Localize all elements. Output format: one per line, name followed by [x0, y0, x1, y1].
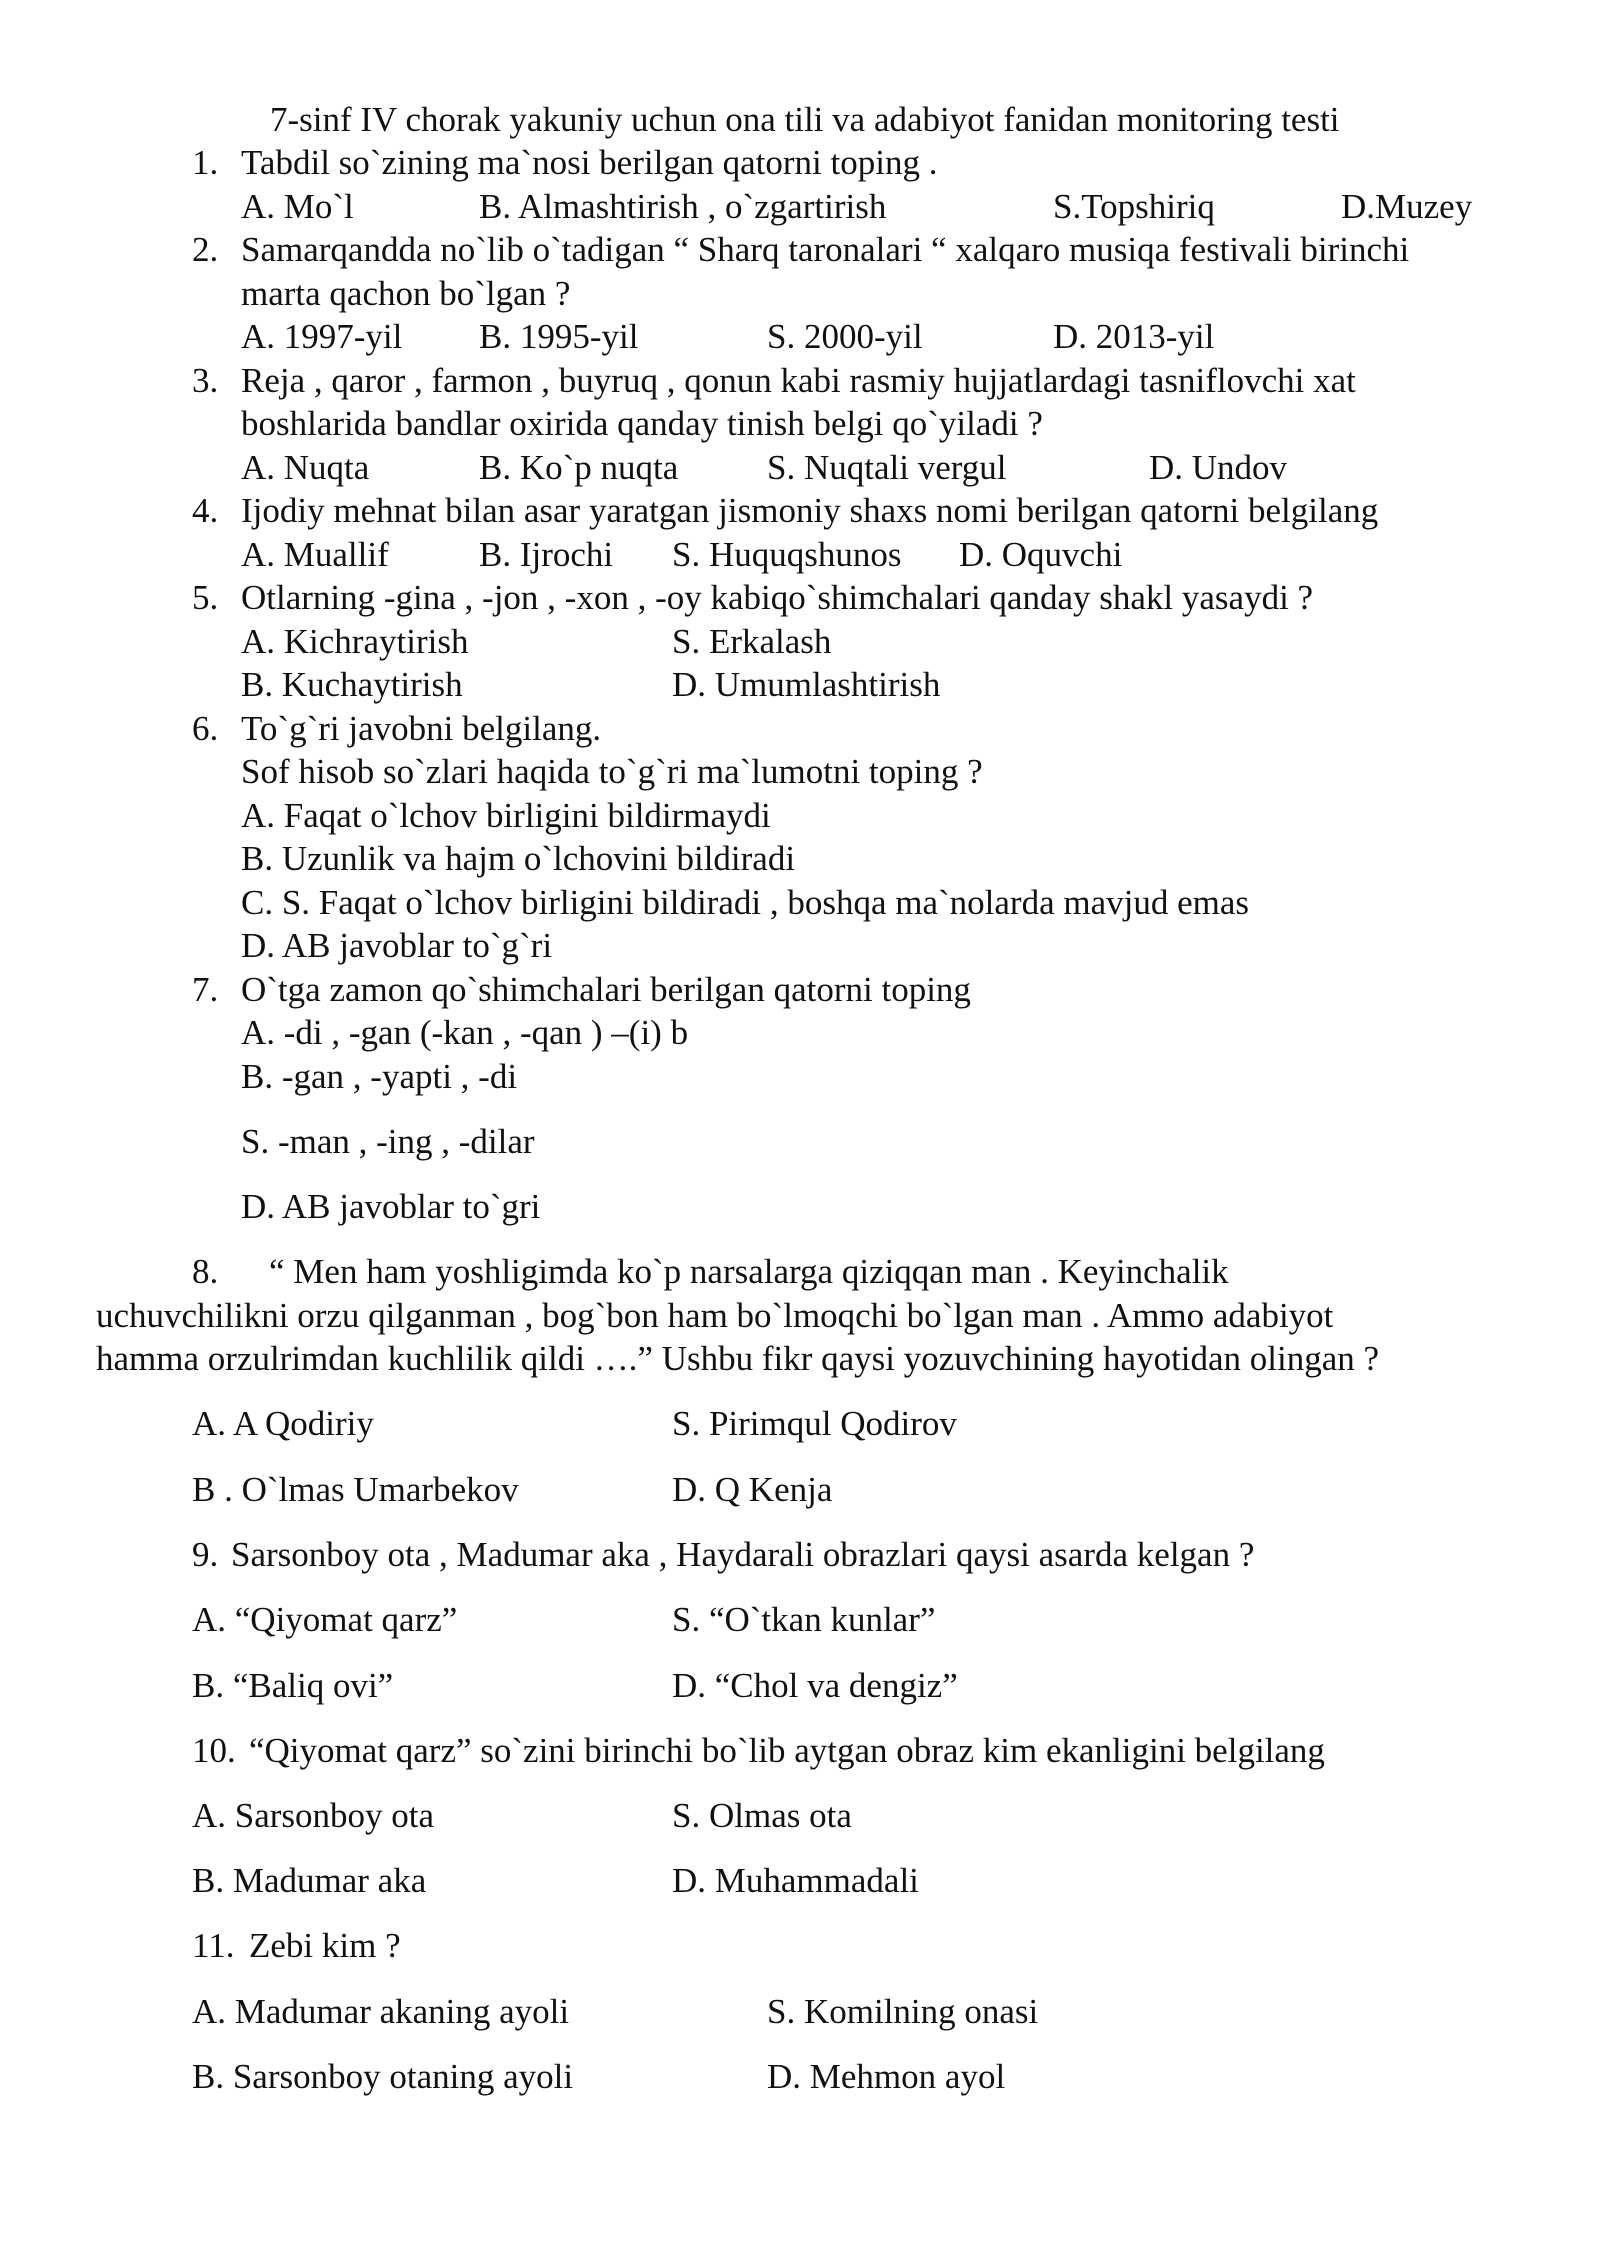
option-b[interactable]: B. Sarsonboy otaning ayoli	[192, 2057, 574, 2096]
option-c[interactable]: C. S. Faqat o`lchov birligini bildiradi , boshqa ma`nolarda mavjud emas	[241, 883, 1250, 922]
option-s[interactable]: S. “O`tkan kunlar”	[672, 1600, 936, 1639]
option-a[interactable]: A. 1997-yil	[241, 317, 403, 356]
option-a[interactable]: A. Muallif	[241, 535, 389, 574]
question-number: 1.	[192, 143, 219, 182]
option-d[interactable]: D. Undov	[1149, 448, 1288, 487]
option-b[interactable]: B. Ijrochi	[479, 535, 614, 574]
option-s[interactable]: S. Pirimqul Qodirov	[672, 1404, 957, 1443]
question-number: 10.	[192, 1731, 236, 1770]
option-s[interactable]: S. Olmas ota	[672, 1796, 852, 1835]
option-d[interactable]: D. AB javoblar to`gri	[241, 1187, 541, 1226]
option-a[interactable]: A. Faqat o`lchov birligini bildirmaydi	[241, 796, 771, 835]
question-number: 8.	[192, 1252, 219, 1291]
option-a[interactable]: A. -di , -gan (-kan , -qan ) –(i) b	[241, 1013, 689, 1052]
option-a[interactable]: A. Mo`l	[241, 187, 354, 226]
question-text: “Qiyomat qarz” so`zini birinchi bo`lib aytgan obraz kim ekanligini belgilang	[249, 1731, 1325, 1770]
question-text: Zebi kim ?	[249, 1926, 401, 1965]
option-d[interactable]: D. “Chol va dengiz”	[672, 1666, 958, 1705]
option-b[interactable]: B . O`lmas Umarbekov	[192, 1470, 519, 1509]
option-a[interactable]: A. Sarsonboy ota	[192, 1796, 435, 1835]
question-text: Ijodiy mehnat bilan asar yaratgan jismoniy shaxs nomi berilgan qatorni belgilang	[241, 491, 1379, 530]
option-b[interactable]: B. 1995-yil	[479, 317, 639, 356]
option-d[interactable]: D. AB javoblar to`g`ri	[241, 926, 553, 965]
question-number: 3.	[192, 361, 219, 400]
question-number: 5.	[192, 578, 219, 617]
question-text: Samarqandda no`lib o`tadigan “ Sharq taronalari “ xalqaro musiqa festivali birinchi	[241, 230, 1410, 269]
option-s[interactable]: S. 2000-yil	[767, 317, 923, 356]
question-number: 4.	[192, 491, 219, 530]
option-s[interactable]: S. Erkalash	[672, 622, 832, 661]
question-number: 9.	[192, 1535, 219, 1574]
question-text: Sof hisob so`zlari haqida to`g`ri ma`lumotni toping ?	[241, 752, 983, 791]
question-text: uchuvchilikni orzu qilganman , bog`bon ham bo`lmoqchi bo`lgan man . Ammo adabiyot	[96, 1296, 1334, 1335]
question-text: hamma orzulrimdan kuchlilik qildi ….” Ushbu fikr qaysi yozuvchining hayotidan olingan ?	[96, 1339, 1380, 1378]
option-d[interactable]: D. Muhammadali	[672, 1861, 919, 1900]
option-s[interactable]: S. Huquqshunos	[672, 535, 902, 574]
question-text: To`g`ri javobni belgilang.	[241, 709, 602, 748]
question-number: 11.	[192, 1926, 235, 1965]
question-text: Sarsonboy ota , Madumar aka , Haydarali obrazlari qaysi asarda kelgan ?	[231, 1535, 1255, 1574]
option-s[interactable]: S. Nuqtali vergul	[767, 448, 1007, 487]
question-number: 6.	[192, 709, 219, 748]
option-s[interactable]: S. Komilning onasi	[767, 1992, 1039, 2031]
question-text: “ Men ham yoshligimda ko`p narsalarga qiziqqan man . Keyinchalik	[269, 1252, 1229, 1291]
option-b[interactable]: B. Madumar aka	[192, 1861, 427, 1900]
option-b[interactable]: B. -gan , -yapti , -di	[241, 1057, 518, 1096]
option-b[interactable]: B. “Baliq ovi”	[192, 1666, 394, 1705]
question-text: O`tga zamon qo`shimchalari berilgan qatorni toping	[241, 970, 971, 1009]
document-title: 7-sinf IV chorak yakuniy uchun ona tili va adabiyot fanidan monitoring testi	[270, 100, 1340, 139]
option-b[interactable]: B. Almashtirish , o`zgartirish	[479, 187, 887, 226]
question-text: Otlarning -gina , -jon , -xon , -oy kabiqo`shimchalari qanday shakl yasaydi ?	[241, 578, 1314, 617]
question-text: Reja , qaror , farmon , buyruq , qonun kabi rasmiy hujjatlardagi tasniflovchi xat	[241, 361, 1356, 400]
option-a[interactable]: A. “Qiyomat qarz”	[192, 1600, 458, 1639]
option-b[interactable]: B. Kuchaytirish	[241, 665, 463, 704]
option-s[interactable]: S.Topshiriq	[1053, 187, 1215, 226]
option-d[interactable]: D.Muzey	[1341, 187, 1473, 226]
option-d[interactable]: D. Umumlashtirish	[672, 665, 941, 704]
question-number: 2.	[192, 230, 219, 269]
option-d[interactable]: D. Q Kenja	[672, 1470, 833, 1509]
option-d[interactable]: D. Oquvchi	[959, 535, 1123, 574]
option-a[interactable]: A. A Qodiriy	[192, 1404, 374, 1443]
option-b[interactable]: B. Ko`p nuqta	[479, 448, 679, 487]
option-b[interactable]: B. Uzunlik va hajm o`lchovini bildiradi	[241, 839, 796, 878]
question-text: Tabdil so`zining ma`nosi berilgan qatorni toping .	[241, 143, 938, 182]
option-a[interactable]: A. Kichraytirish	[241, 622, 469, 661]
option-a[interactable]: A. Madumar akaning ayoli	[192, 1992, 570, 2031]
option-d[interactable]: D. 2013-yil	[1053, 317, 1215, 356]
option-s[interactable]: S. -man , -ing , -dilar	[241, 1122, 535, 1161]
option-a[interactable]: A. Nuqta	[241, 448, 370, 487]
option-d[interactable]: D. Mehmon ayol	[767, 2057, 1006, 2096]
question-text: boshlarida bandlar oxirida qanday tinish belgi qo`yiladi ?	[241, 404, 1043, 443]
question-text: marta qachon bo`lgan ?	[241, 274, 571, 313]
question-number: 7.	[192, 970, 219, 1009]
